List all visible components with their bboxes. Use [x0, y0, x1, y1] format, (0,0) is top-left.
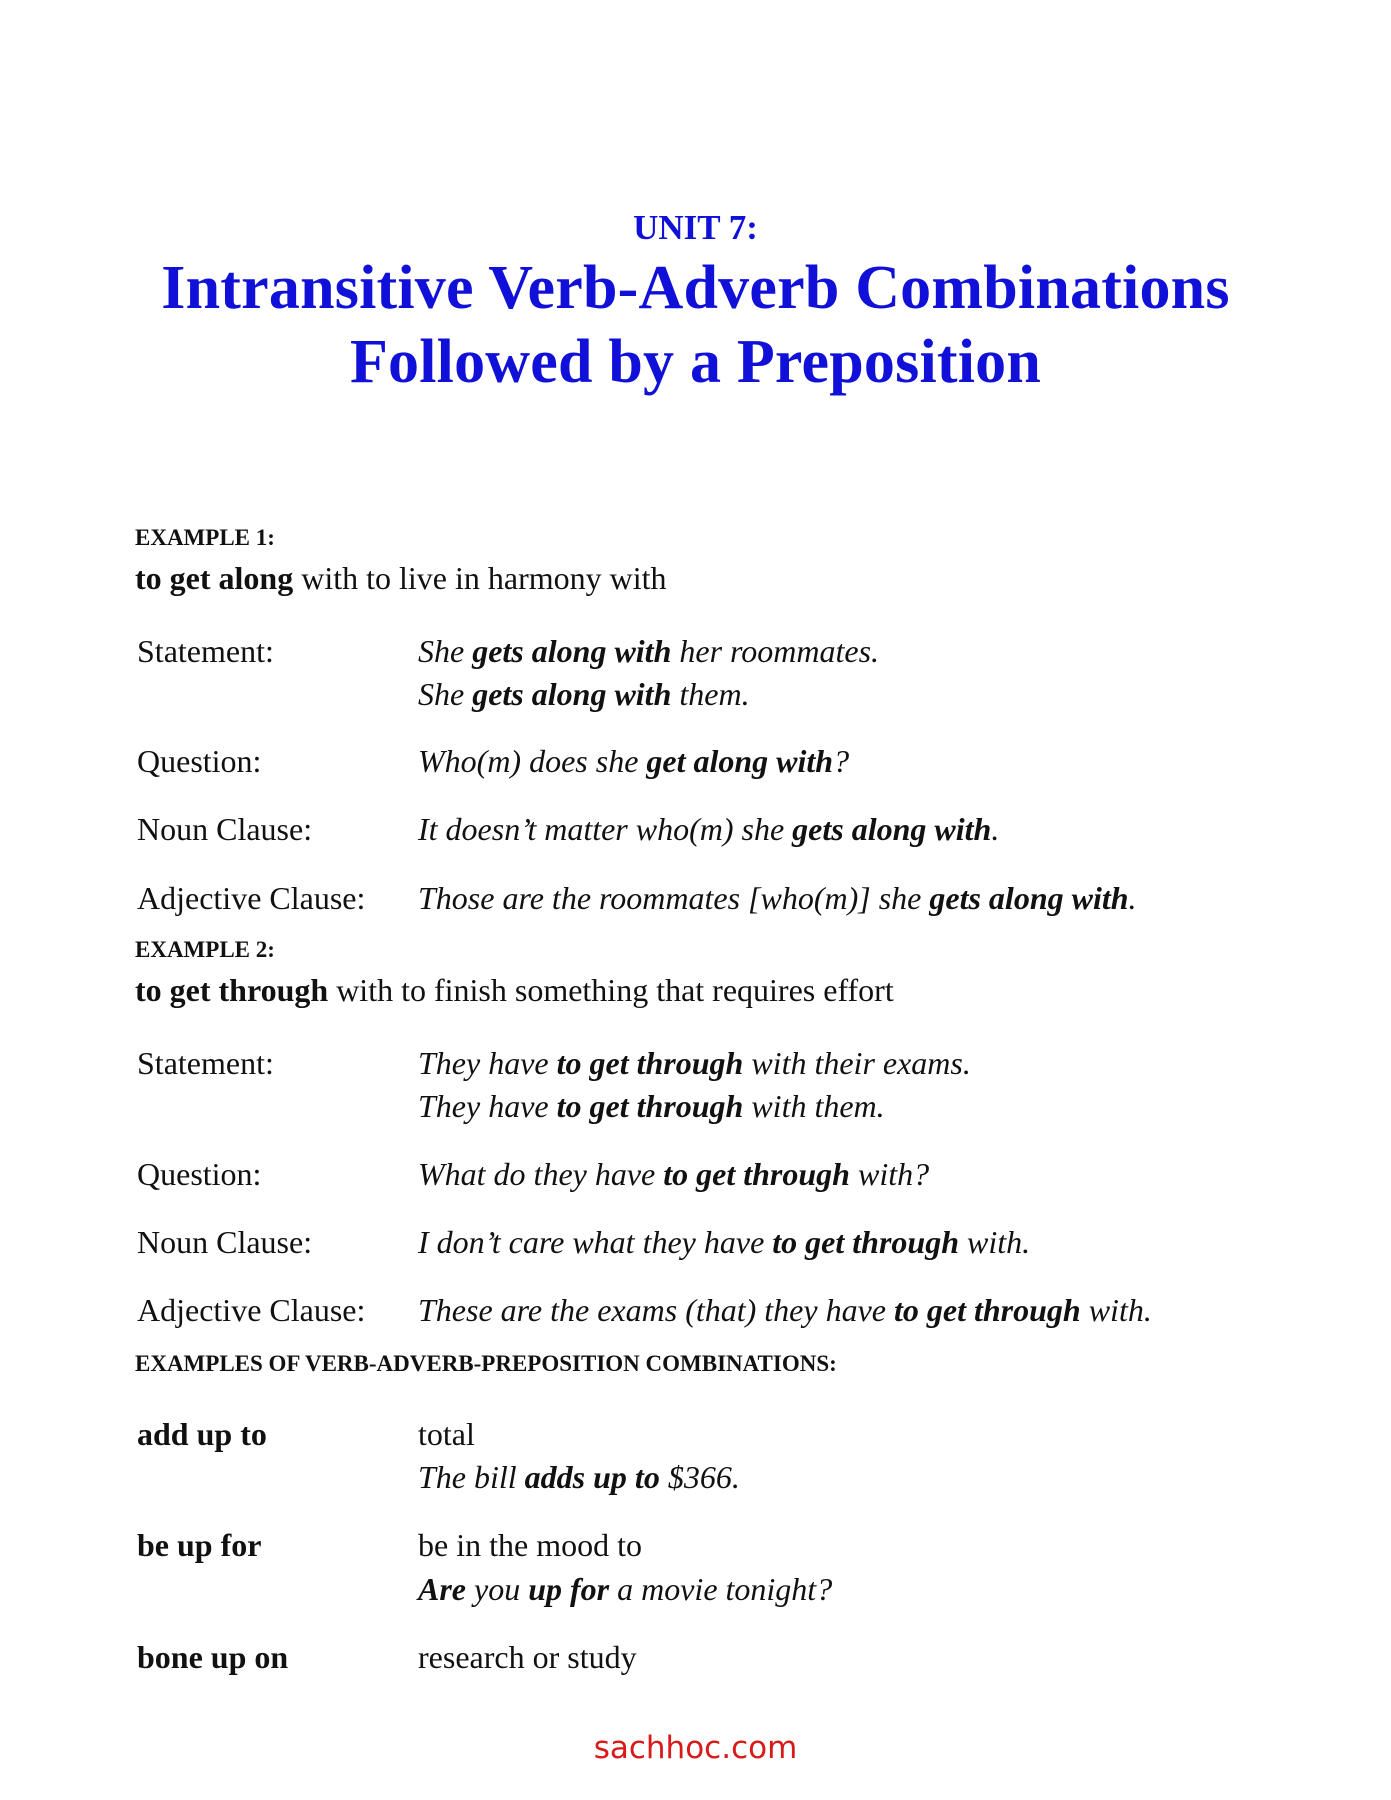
example-1-definition-text: with to live in harmony with [293, 560, 667, 596]
example-2-statement-label: Statement: [137, 1045, 274, 1081]
example-1-statement-1: She gets along with her roommates. [418, 633, 880, 669]
example-1-noun-label: Noun Clause: [137, 811, 313, 847]
combination-meaning: research or study [418, 1639, 637, 1675]
example-1-adjective-label: Adjective Clause: [137, 880, 366, 916]
example-1-statement-label: Statement: [137, 633, 274, 669]
combination-term: be up for [137, 1527, 262, 1563]
example-1-question: Who(m) does she get along with? [418, 743, 850, 779]
example-2-statement-1: They have to get through with their exams. [418, 1045, 971, 1081]
page-title-line-1: Intransitive Verb-Adverb Combinations [161, 254, 1230, 322]
example-1-label: EXAMPLE 1: [135, 525, 275, 550]
example-1-adjective-clause: Those are the roommates [who(m)] she gets along with. [418, 880, 1137, 916]
example-1-definition [135, 560, 667, 597]
unit-label: UNIT 7: [633, 208, 758, 247]
combination-meaning: be in the mood to [418, 1527, 642, 1563]
example-1-statement-2: She gets along with them. [418, 676, 750, 712]
example-2-definition-text: with to finish something that requires effort [328, 972, 894, 1008]
combination-example: Are you up for a movie tonight? [418, 1571, 833, 1607]
example-1-noun-clause: It doesn’t matter who(m) she gets along with. [418, 811, 1000, 847]
example-2-statement-2: They have to get through with them. [418, 1088, 885, 1124]
example-2-question: What do they have to get through with? [418, 1156, 930, 1192]
combinations-label: EXAMPLES OF VERB-ADVERB-PREPOSITION COMBINATIONS: [135, 1351, 837, 1376]
example-2-label: EXAMPLE 2: [135, 937, 275, 962]
example-2-noun-clause: I don’t care what they have to get through with. [418, 1224, 1031, 1260]
example-2-noun-label: Noun Clause: [137, 1224, 313, 1260]
example-2-adjective-clause: These are the exams (that) they have to get through with. [418, 1292, 1152, 1328]
example-2-question-label: Question: [137, 1156, 262, 1192]
watermark: sachhoc.com [593, 1730, 798, 1766]
example-2-adjective-label: Adjective Clause: [137, 1292, 366, 1328]
example-2-term: to get through [135, 972, 329, 1008]
combination-term: add up to [137, 1416, 267, 1452]
example-2-definition [135, 972, 894, 1009]
combination-term: bone up on [137, 1639, 289, 1675]
combination-meaning: total [418, 1416, 475, 1452]
example-1-term: to get along [135, 560, 294, 596]
example-1-question-label: Question: [137, 743, 262, 779]
page-title-line-2: Followed by a Preposition [349, 328, 1042, 396]
combination-example: The bill adds up to $366. [418, 1459, 740, 1495]
